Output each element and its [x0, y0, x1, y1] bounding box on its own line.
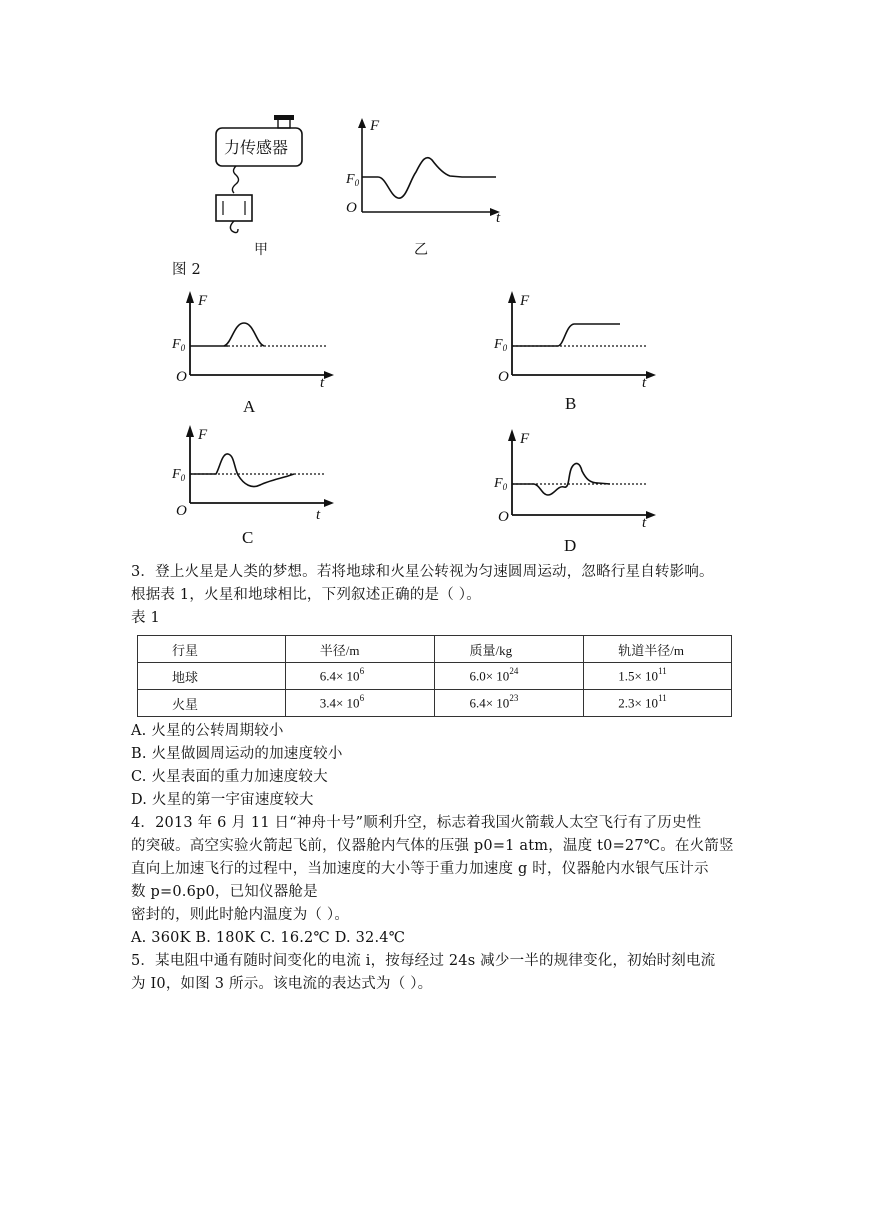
- chart-label-a: A: [243, 397, 256, 416]
- chart-option-a: [168, 287, 338, 417]
- chart-option-d: [490, 427, 660, 557]
- svg-text:F: F: [520, 293, 530, 309]
- table-cell-radius: $6.4\times 10^6$: [285, 663, 435, 690]
- figure-title: 图 2: [172, 262, 201, 278]
- table-header-row: [138, 636, 732, 663]
- table-cell-planet: 火星: [138, 690, 286, 717]
- table-cell-planet: 地球: [138, 663, 286, 690]
- q4-line-2: 的突破。高空实验火箭起飞前，仪器舱内气体的压强 p0=1 atm，温度 t0=27℃。在火箭竖: [131, 838, 734, 854]
- chart-option-c: [168, 423, 338, 553]
- svg-text:t: t: [320, 375, 325, 391]
- svg-text:F: F: [198, 427, 208, 443]
- svg-text:O: O: [498, 369, 509, 385]
- table-cell-mass: $6.0\times 10^{24}$: [435, 663, 584, 690]
- q5-line-2: 为 I0，如图 3 所示。该电流的表达式为（ ）。: [131, 976, 433, 992]
- table-row: [138, 690, 732, 717]
- caption-yi: 乙: [414, 243, 428, 258]
- planet-table: [137, 635, 732, 717]
- svg-text:F0: $F_0$: [494, 476, 508, 492]
- table-header: 行星: [138, 636, 286, 663]
- axis-F: F: [370, 118, 380, 134]
- svg-text:F: F: [198, 293, 208, 309]
- caption-jia: 甲: [254, 243, 268, 258]
- table-caption: 表 1: [131, 610, 160, 626]
- svg-text:F: F: [520, 431, 530, 447]
- table-header: 半径/m: [285, 636, 435, 663]
- svg-text:O: O: [176, 369, 187, 385]
- svg-text:F0: $F_0$: [494, 337, 508, 353]
- sensor-label: 力传感器: [224, 140, 289, 157]
- q4-line-5: 密封的，则此时舱内温度为（ ）。: [131, 907, 350, 923]
- svg-text:F0: $F_0$: [172, 337, 186, 353]
- figure2-yi-graph: [345, 118, 501, 226]
- svg-text:t: t: [316, 507, 321, 523]
- table-header: 质量/kg: [435, 636, 584, 663]
- svg-text:O: O: [176, 503, 187, 519]
- table-cell-radius: $3.4\times 10^6$: [285, 690, 435, 717]
- q3-option-c: C. 火星表面的重力加速度较大: [131, 769, 328, 785]
- axis-O: O: [346, 200, 357, 216]
- q3-option-b: B. 火星做圆周运动的加速度较小: [131, 746, 343, 762]
- q5-line-1: 5．某电阻中通有随时间变化的电流 i，按每经过 24s 减少一半的规律变化，初始时刻电流: [131, 953, 716, 969]
- q4-line-4: 数 p=0.6p0，已知仪器舱是: [131, 884, 318, 900]
- force-sensor-apparatus: [216, 115, 302, 233]
- table-header: 轨道半径/m: [584, 636, 732, 663]
- chart-option-b: [490, 287, 660, 417]
- chart-label-b: B: [565, 394, 577, 413]
- svg-text:O: O: [498, 509, 509, 525]
- q3-option-d: D. 火星的第一宇宙速度较大: [131, 792, 314, 808]
- svg-text:F0: $F_0$: [172, 467, 186, 483]
- figure2-top: [200, 108, 540, 258]
- q4-options: A. 360K B. 180K C. 16.2℃ D. 32.4℃: [131, 930, 406, 946]
- q3-line-1: 3．登上火星是人类的梦想。若将地球和火星公转视为匀速圆周运动，忽略行星自转影响。: [131, 564, 714, 580]
- chart-label-d: D: [564, 536, 577, 555]
- svg-text:t: t: [642, 515, 647, 531]
- q4-line-3: 直向上加速飞行的过程中，当加速度的大小等于重力加速度 g 时，仪器舱内水银气压计示: [131, 861, 709, 877]
- axis-t: t: [496, 210, 501, 226]
- table-cell-orbit: $1.5\times 10^{11}$: [584, 663, 732, 690]
- table-cell-mass: $6.4\times 10^{23}$: [435, 690, 584, 717]
- q3-line-2: 根据表 1，火星和地球相比，下列叙述正确的是（ ）。: [131, 587, 481, 603]
- table-cell-orbit: $2.3\times 10^{11}$: [584, 690, 732, 717]
- q4-line-1: 4．2013 年 6 月 11 日“神舟十号”顺利升空，标志着我国火箭载人太空飞行有了历史性: [131, 815, 702, 831]
- svg-text:t: t: [642, 375, 647, 391]
- table-row: [138, 663, 732, 690]
- axis-F0: $F_0$: [346, 172, 360, 188]
- q3-option-a: A. 火星的公转周期较小: [131, 723, 284, 739]
- chart-label-c: C: [242, 528, 254, 547]
